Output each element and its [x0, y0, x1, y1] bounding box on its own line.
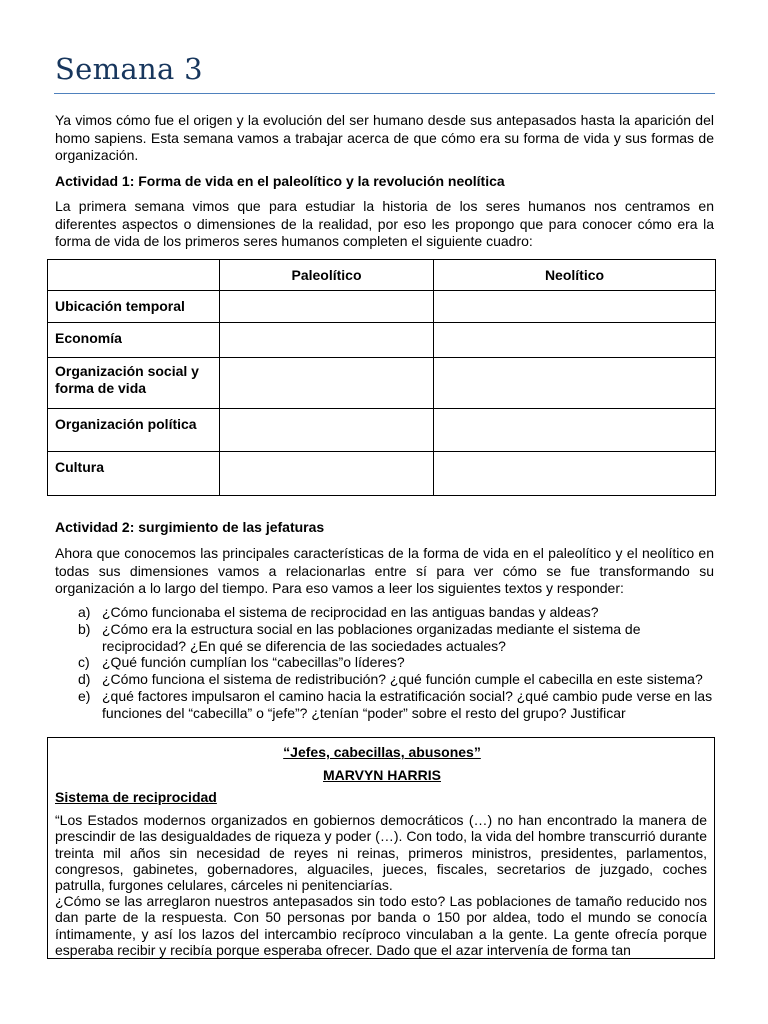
answer-cell[interactable]: [220, 291, 434, 323]
row-label: Cultura: [48, 452, 220, 496]
row-label: Organización política: [48, 409, 220, 452]
answer-cell[interactable]: [220, 409, 434, 452]
question-list: [78, 604, 718, 722]
table-row: [48, 409, 716, 452]
reading-author: MARVYN HARRIS: [323, 767, 441, 783]
table-corner-cell: [48, 260, 220, 291]
list-item: [78, 671, 718, 688]
answer-cell[interactable]: [434, 291, 716, 323]
reading-paragraph-2: ¿Cómo se las arreglaron nuestros antepasados sin todo esto? Las poblaciones de tamaño reducido nos dan parte de la respuesta. Con 50 personas por banda o 150 por aldea, todo el mundo se conocía íntimamente, y así los lazos del intercambio recíproco vinculaban a la gente. La gente ofrecía porque esperaba recibir y recibía porque esperaba ofrecer. Dado que el azar intervenía de forma tan: [55, 893, 707, 958]
reading-section-heading: Sistema de reciprocidad: [55, 789, 217, 805]
answer-cell[interactable]: [434, 452, 716, 496]
question-marker: e): [78, 687, 91, 704]
answer-cell[interactable]: [434, 358, 716, 409]
table-row: [48, 452, 716, 496]
question-text: ¿Qué función cumplían los “cabecillas”o líderes?: [102, 654, 405, 671]
reading-box: [47, 737, 715, 959]
list-item: [78, 654, 718, 671]
table-row: [48, 323, 716, 358]
table-header-row: [48, 260, 716, 291]
row-label: Economía: [48, 323, 220, 358]
reading-title: “Jefes, cabecillas, abusones”: [283, 744, 481, 760]
list-item: [78, 621, 718, 655]
question-marker: b): [78, 620, 91, 637]
table-row: [48, 291, 716, 323]
row-label: Organización social y forma de vida: [48, 358, 220, 409]
intro-paragraph: Ya vimos cómo fue el origen y la evolución del ser humano desde sus antepasados hasta la aparición del homo sapiens. Esta semana vamos a trabajar acerca de que cómo era su forma de vida y sus formas de organización.: [55, 112, 714, 163]
question-text: ¿Cómo funcionaba el sistema de reciprocidad en las antiguas bandas y aldeas?: [102, 604, 599, 620]
list-item: [78, 604, 718, 621]
activity1-heading: Actividad 1: Forma de vida en el paleolítico y la revolución neolítica: [55, 173, 505, 189]
activity2-heading: Actividad 2: surgimiento de las jefaturas: [55, 519, 325, 535]
activity2-paragraph: Ahora que conocemos las principales características de la forma de vida en el paleolítico y el neolítico en todas sus dimensiones vamos a relacionarlas entre sí para ver cómo se fue transformando su organización a lo largo del tiempo. Para eso vamos a leer los siguientes textos y responder:: [55, 545, 714, 596]
question-text: ¿qué factores impulsaron el camino hacia la estratificación social? ¿qué cambio pude verse en las funciones del “cabecilla” o “jefe”? ¿tenían “poder” sobre el resto del grupo? Justificar: [102, 687, 713, 721]
table-row: [48, 358, 716, 409]
answer-cell[interactable]: [434, 409, 716, 452]
title-underline: [54, 93, 715, 94]
comparison-table: [47, 259, 716, 496]
answer-cell[interactable]: [220, 358, 434, 409]
answer-cell[interactable]: [220, 452, 434, 496]
question-marker: a): [78, 604, 91, 620]
reading-paragraph-1: “Los Estados modernos organizados en gobiernos democráticos (…) no han encontrado la manera de prescindir de las desigualdades de riqueza y poder (…). Con todo, la vida del hombre transcurrió durante treinta mil años sin necesidad de reyes ni reinas, primeros ministros, presidentes, parlamentos, congresos, gabinetes, gobernadores, alguaciles, jueces, fiscales, secretarios de juzgado, coches patrulla, furgones celulares, cárceles ni penitenciarías.: [55, 812, 707, 894]
header-paleolitico: Paleolítico: [220, 260, 434, 291]
activity1-paragraph: La primera semana vimos que para estudiar la historia de los seres humanos nos centramos en diferentes aspectos o dimensiones de la realidad, por eso les propongo que para conocer cómo era la forma de vida de los primeros seres humanos completen el siguiente cuadro:: [55, 198, 714, 249]
question-text: ¿Cómo funciona el sistema de redistribución? ¿qué función cumple el cabecilla en este sistema?: [102, 671, 703, 688]
question-text: ¿Cómo era la estructura social en las poblaciones organizadas mediante el sistema de reciprocidad? ¿En qué se diferencia de las sociedades actuales?: [102, 620, 641, 654]
page-title: Semana 3: [55, 52, 203, 86]
row-label: Ubicación temporal: [48, 291, 220, 323]
answer-cell[interactable]: [434, 323, 716, 358]
question-marker: c): [78, 654, 90, 671]
list-item: [78, 688, 718, 722]
answer-cell[interactable]: [220, 323, 434, 358]
question-marker: d): [78, 671, 91, 688]
header-neolitico: Neolítico: [434, 260, 716, 291]
